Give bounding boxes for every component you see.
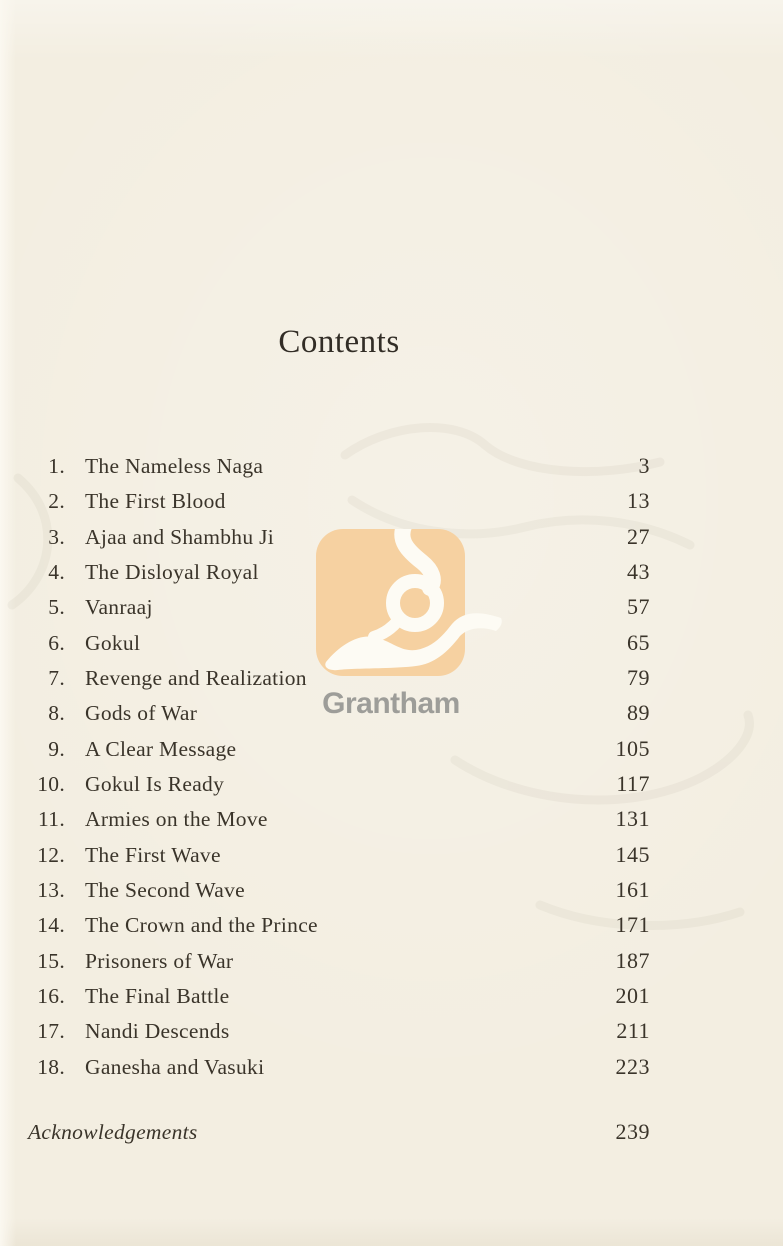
chapter-number: 4. <box>48 559 65 584</box>
chapter-title: Nandi Descends <box>85 1019 230 1044</box>
chapter-title: Gokul <box>85 630 141 655</box>
toc-list <box>28 448 650 1084</box>
toc-entry-row <box>28 978 650 1013</box>
chapter-title: Vanraaj <box>85 595 153 620</box>
chapter-number: 1. <box>48 454 65 478</box>
chapter-page-number: 161 <box>615 876 650 902</box>
chapter-page-number: 131 <box>615 806 650 832</box>
chapter-number: 3. <box>48 524 65 549</box>
chapter-number: 16. <box>37 983 65 1008</box>
toc-entry-row <box>28 872 650 907</box>
chapter-page-number: 145 <box>615 841 650 867</box>
toc-entry-row <box>28 943 650 978</box>
back-matter-row <box>28 1114 650 1150</box>
chapter-page-number: 211 <box>616 1018 650 1044</box>
chapter-page-number: 65 <box>627 629 650 655</box>
toc-entry-row <box>28 625 650 660</box>
toc-entry-row <box>28 554 650 589</box>
chapter-number: 12. <box>37 842 65 867</box>
chapter-number: 2. <box>48 489 65 514</box>
chapter-number: 15. <box>37 948 65 973</box>
grantham-watermark-text: Grantham <box>322 687 460 720</box>
chapter-number: 9. <box>48 736 65 761</box>
chapter-page-number: 187 <box>615 947 650 973</box>
chapter-title: The Second Wave <box>85 877 245 902</box>
chapter-title: Revenge and Realization <box>85 665 307 690</box>
toc-entry-row <box>28 801 650 836</box>
chapter-number: 8. <box>48 701 65 726</box>
chapter-title: A Clear Message <box>85 736 237 761</box>
toc-entry-row <box>28 1049 650 1084</box>
chapter-page-number: 117 <box>616 770 650 796</box>
toc-entry-row <box>28 448 650 483</box>
chapter-page-number: 79 <box>627 664 650 690</box>
chapter-title: The Nameless Naga <box>85 454 264 478</box>
chapter-title: Armies on the Move <box>85 807 268 832</box>
toc-entry-row <box>28 907 650 942</box>
chapter-number: 17. <box>37 1019 65 1044</box>
chapter-number: 6. <box>48 630 65 655</box>
toc-entry-row <box>28 837 650 872</box>
toc-entry-row <box>28 1013 650 1048</box>
back-matter-title: Acknowledgements <box>28 1120 198 1144</box>
chapter-page-number: 105 <box>615 735 650 761</box>
chapter-number: 7. <box>48 665 65 690</box>
chapter-title: The First Blood <box>85 489 226 514</box>
chapter-title: The First Wave <box>85 842 221 867</box>
chapter-title: Gokul Is Ready <box>85 771 225 796</box>
chapter-number: 5. <box>48 595 65 620</box>
chapter-title: The Crown and the Prince <box>85 913 318 938</box>
chapter-number: 10. <box>37 771 65 796</box>
toc-entry-row <box>28 589 650 624</box>
page-title: Contents <box>278 324 400 360</box>
chapter-title: Ajaa and Shambhu Ji <box>85 524 275 549</box>
toc-entry-row <box>28 660 650 695</box>
chapter-number: 13. <box>37 877 65 902</box>
toc-entry-row <box>28 766 650 801</box>
chapter-page-number: 13 <box>627 488 650 514</box>
chapter-page-number: 201 <box>615 982 650 1008</box>
chapter-number: 11. <box>38 807 65 832</box>
chapter-title: The Final Battle <box>85 983 230 1008</box>
chapter-number: 18. <box>37 1054 65 1079</box>
chapter-number: 14. <box>37 913 65 938</box>
chapter-page-number: 43 <box>627 558 650 584</box>
chapter-page-number: 223 <box>615 1053 650 1079</box>
chapter-page-number: 27 <box>627 523 650 549</box>
chapter-page-number: 57 <box>627 594 650 620</box>
chapter-page-number: 89 <box>627 700 650 726</box>
chapter-page-number: 3 <box>638 453 650 478</box>
chapter-title: Ganesha and Vasuki <box>85 1054 265 1079</box>
toc-entry-row <box>28 519 650 554</box>
toc-entry-row <box>28 731 650 766</box>
toc-entry-row <box>28 483 650 518</box>
chapter-title: The Disloyal Royal <box>85 559 259 584</box>
chapter-title: Gods of War <box>85 701 198 726</box>
chapter-title: Prisoners of War <box>85 948 234 973</box>
back-matter-page-number: 239 <box>615 1119 650 1144</box>
toc-entry-row <box>28 695 650 730</box>
chapter-page-number: 171 <box>615 912 650 938</box>
